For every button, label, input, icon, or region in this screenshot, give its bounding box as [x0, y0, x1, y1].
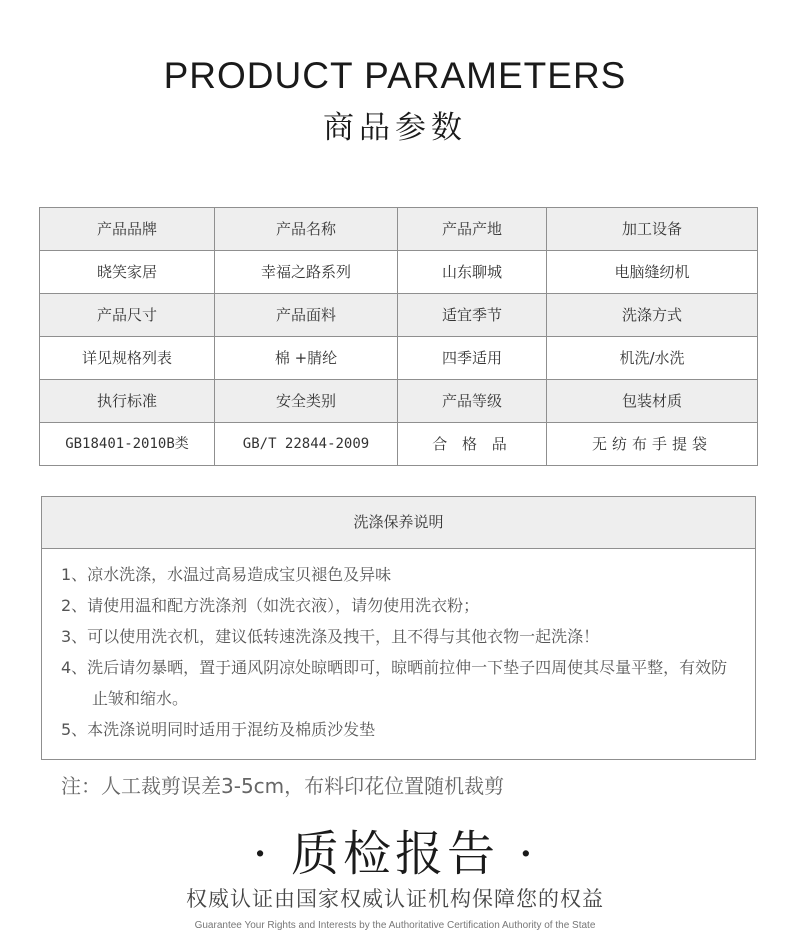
table-cell: 四季适用 — [398, 337, 547, 380]
table-header-cell: 安全类别 — [215, 380, 398, 423]
table-header-cell: 执行标准 — [40, 380, 215, 423]
table-row — [40, 337, 758, 380]
title-chinese: 商品参数 — [323, 110, 467, 146]
table-header-cell: 产品品牌 — [40, 208, 215, 251]
table-cell: 山东聊城 — [398, 251, 547, 294]
quality-report-subtitle-english: Guarantee Your Rights and Interests by the Authoritative Certification Authority of the State — [194, 920, 596, 931]
table-cell: GB18401-2010B类 — [40, 423, 215, 466]
table-header-cell: 产品面料 — [215, 294, 398, 337]
product-parameters-table — [39, 207, 758, 466]
table-row — [40, 251, 758, 294]
list-item: 1、凉水洗涤，水温过高易造成宝贝褪色及异味 — [61, 565, 392, 584]
cutting-note: 注：人工裁剪误差3-5cm，布料印花位置随机裁剪 — [61, 774, 505, 798]
table-row — [40, 294, 758, 337]
table-header-cell: 产品名称 — [215, 208, 398, 251]
table-header-cell: 产品等级 — [398, 380, 547, 423]
care-instructions-title: 洗涤保养说明 — [42, 497, 755, 549]
list-item: 4、洗后请勿暴晒，置于通风阴凉处晾晒即可，晾晒前拉伸一下垫子四周使其尽量平整，有效防止皱和缩水。 — [61, 658, 728, 708]
care-instructions-list — [42, 549, 755, 745]
table-header-cell: 产品产地 — [398, 208, 547, 251]
table-cell: 合 格 品 — [398, 423, 547, 466]
table-row — [40, 208, 758, 251]
care-instructions-box — [41, 496, 756, 760]
table-cell: GB/T 22844-2009 — [215, 423, 398, 466]
table-row — [40, 380, 758, 423]
table-cell: 晓笑家居 — [40, 251, 215, 294]
list-item: 3、可以使用洗衣机，建议低转速洗涤及拽干，且不得与其他衣物一起洗涤！ — [61, 627, 600, 646]
table-header-cell: 洗涤方式 — [547, 294, 758, 337]
table-cell: 电脑缝纫机 — [547, 251, 758, 294]
table-cell: 棉 +腈纶 — [215, 337, 398, 380]
quality-report-title: · 质检报告 · — [252, 826, 538, 882]
title-english: PRODUCT PARAMETERS — [163, 55, 627, 96]
table-header-cell: 加工设备 — [547, 208, 758, 251]
list-item: 2、请使用温和配方洗涤剂（如洗衣液），请勿使用洗衣粉； — [61, 596, 480, 615]
table-cell: 幸福之路系列 — [215, 251, 398, 294]
table-header-cell: 包装材质 — [547, 380, 758, 423]
table-header-cell: 产品尺寸 — [40, 294, 215, 337]
table-cell: 无纺布手提袋 — [547, 423, 758, 466]
table-row — [40, 423, 758, 466]
list-item: 5、本洗涤说明同时适用于混纺及棉质沙发垫 — [61, 720, 376, 739]
quality-report-subtitle: 权威认证由国家权威认证机构保障您的权益 — [186, 887, 604, 911]
table-cell: 详见规格列表 — [40, 337, 215, 380]
table-header-cell: 适宜季节 — [398, 294, 547, 337]
table-cell: 机洗/水洗 — [547, 337, 758, 380]
